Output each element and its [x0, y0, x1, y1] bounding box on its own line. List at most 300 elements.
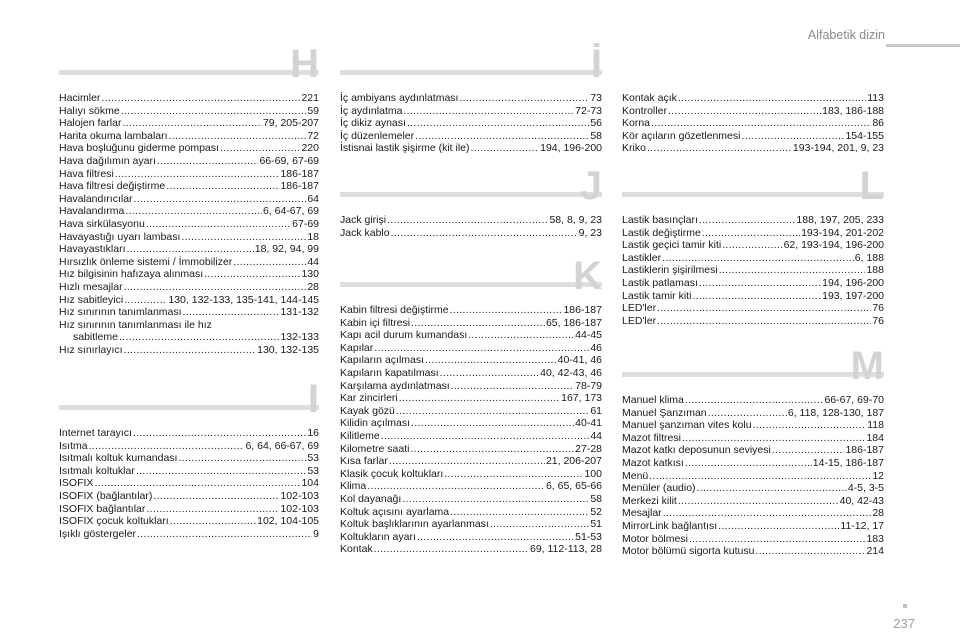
dot-leader	[411, 317, 545, 330]
index-entry[interactable]	[340, 317, 602, 330]
entry-pages: 12	[872, 469, 884, 482]
dot-leader	[166, 180, 279, 193]
entry-term: MirrorLink bağlantısı	[622, 519, 718, 532]
entry-term: Kapılar	[340, 341, 374, 354]
entry-pages: 214	[866, 545, 884, 558]
index-entry[interactable]	[59, 218, 319, 231]
section-rule	[340, 192, 602, 197]
entry-pages: 51-53	[575, 530, 602, 543]
index-entry[interactable]	[340, 543, 602, 556]
entry-term: Hız sınırının tanımlanması ile hız	[59, 318, 212, 331]
entry-term: Hava boşluğunu giderme pompası	[59, 142, 219, 155]
index-section-m	[622, 344, 884, 558]
entry-term: Korna	[622, 117, 651, 130]
entry-pages: 69, 112-113, 28	[529, 543, 602, 556]
entry-term: Havayastıkları	[59, 243, 126, 256]
dot-leader	[399, 392, 560, 405]
entry-pages: 40, 42-43	[839, 494, 884, 507]
index-entry[interactable]	[340, 518, 602, 531]
index-entry[interactable]	[59, 231, 319, 244]
entry-pages: 100	[584, 467, 602, 480]
entry-term: Kısa farlar	[340, 455, 388, 468]
dot-leader	[741, 130, 844, 143]
section-rule	[59, 405, 319, 410]
section-header	[59, 377, 319, 425]
dot-leader	[459, 92, 589, 105]
dot-leader	[692, 290, 821, 303]
section-rule	[622, 192, 884, 197]
index-entry[interactable]	[59, 130, 319, 143]
entry-list	[59, 427, 319, 540]
entry-pages: 6, 64-67, 69	[262, 205, 319, 218]
dot-leader	[181, 231, 306, 244]
entry-pages: 186-187	[280, 167, 319, 180]
entry-term: Koltukların ayarı	[340, 530, 416, 543]
entry-pages: 79, 205-207	[262, 117, 319, 130]
entry-pages: 130, 132-135	[257, 343, 319, 356]
entry-term: Hava sirkülasyonu	[59, 217, 145, 230]
entry-term: Kayak gözü	[340, 404, 395, 417]
dot-leader	[440, 367, 539, 380]
entry-term: Harita okuma lambaları	[59, 129, 168, 142]
dot-leader	[115, 168, 280, 181]
entry-term: Kontak açık	[622, 92, 677, 104]
entry-pages: 221	[301, 92, 319, 104]
entry-term: Merkezi kilit	[622, 494, 677, 507]
dot-leader	[153, 490, 279, 503]
page-marker	[903, 604, 907, 608]
entry-pages: 4-5, 3-5	[847, 482, 884, 495]
index-entry[interactable]	[340, 443, 602, 456]
entry-pages: 44	[307, 255, 319, 268]
index-entry[interactable]	[622, 130, 884, 143]
dot-leader	[697, 482, 847, 495]
entry-pages: 64	[307, 192, 319, 205]
index-entry[interactable]	[340, 430, 602, 443]
entry-pages: 28	[872, 507, 884, 520]
index-entry[interactable]	[622, 520, 884, 533]
index-entry[interactable]	[59, 180, 319, 193]
entry-term: ISOFIX	[59, 477, 94, 490]
entry-pages: 66-67, 69-70	[824, 394, 884, 406]
index-entry[interactable]	[340, 342, 602, 355]
entry-pages: 186-187	[845, 444, 884, 457]
index-entry[interactable]	[340, 417, 602, 430]
entry-pages: 6, 188	[854, 251, 884, 264]
entry-list	[622, 214, 884, 327]
entry-pages: 61	[590, 404, 602, 417]
section-rule	[622, 372, 884, 377]
index-entry[interactable]	[59, 344, 319, 357]
dot-leader	[702, 227, 800, 240]
index-entry[interactable]	[622, 92, 884, 105]
entry-term: Lastik patlaması	[622, 276, 698, 289]
index-entry[interactable]	[59, 205, 319, 218]
entry-pages: 51	[590, 518, 602, 531]
index-entry[interactable]	[340, 354, 602, 367]
dot-leader	[708, 407, 787, 420]
dot-leader	[381, 430, 590, 443]
index-entry[interactable]	[59, 294, 319, 307]
entry-term: Koltuk açısını ayarlama	[340, 505, 450, 518]
dot-leader	[396, 405, 589, 418]
entry-pages: 131-132	[280, 306, 319, 319]
page-number: 237	[893, 616, 915, 631]
index-entry[interactable]	[59, 477, 319, 490]
entry-list	[340, 214, 602, 239]
index-entry[interactable]	[622, 482, 884, 495]
entry-pages: 184	[866, 431, 884, 444]
entry-term: Işıklı göstergeler	[59, 527, 137, 540]
entry-pages: 193-194, 201-202	[801, 226, 884, 239]
index-entry[interactable]	[622, 432, 884, 445]
entry-pages: 102, 104-105	[257, 515, 319, 528]
dot-leader	[119, 331, 280, 344]
entry-term: Lastik tamir kiti	[622, 289, 692, 302]
entry-term: Lastik değiştirme	[622, 226, 701, 239]
entry-term: LED'ler	[622, 314, 657, 327]
index-entry[interactable]	[622, 239, 884, 252]
dot-leader	[122, 117, 261, 130]
entry-pages: 72-73	[575, 104, 602, 117]
index-entry[interactable]	[622, 419, 884, 432]
entry-term: Mazot filtresi	[622, 431, 681, 444]
index-entry[interactable]	[622, 227, 884, 240]
entry-term: Kriko	[622, 142, 646, 155]
dot-leader	[468, 329, 574, 342]
index-entry[interactable]	[59, 243, 319, 256]
entry-term: Manuel Şanzıman	[622, 406, 707, 419]
index-section-h	[59, 42, 319, 356]
dot-leader	[678, 92, 866, 105]
index-section-j	[340, 164, 602, 239]
entry-term: Mazot katkısı	[622, 456, 684, 469]
index-entry[interactable]	[59, 465, 319, 478]
entry-pages: 72	[307, 129, 319, 142]
index-entry[interactable]	[622, 264, 884, 277]
entry-pages: 132-133	[280, 331, 319, 344]
entry-pages: 194, 196-200	[540, 142, 602, 155]
entry-pages: 59	[307, 104, 319, 117]
index-entry[interactable]	[59, 331, 319, 344]
entry-pages: 52	[590, 505, 602, 518]
dot-leader	[719, 264, 866, 277]
index-entry[interactable]	[59, 515, 319, 528]
dot-leader	[668, 105, 821, 118]
dot-leader	[125, 205, 262, 218]
dot-leader	[651, 117, 871, 130]
dot-leader	[124, 294, 167, 307]
index-entry[interactable]	[622, 545, 884, 558]
index-entry[interactable]	[340, 468, 602, 481]
section-rule	[59, 70, 319, 75]
index-entry[interactable]	[340, 117, 602, 130]
entry-term: Kabin içi filtresi	[340, 316, 411, 329]
index-entry[interactable]	[340, 380, 602, 393]
dot-leader	[415, 130, 589, 143]
index-entry[interactable]	[622, 277, 884, 290]
entry-term: Kilometre saati	[340, 442, 410, 455]
entry-pages: 58	[590, 492, 602, 505]
entry-term: Menüler (audio)	[622, 482, 696, 495]
dot-leader	[450, 506, 589, 519]
index-entry[interactable]	[340, 130, 602, 143]
index-entry[interactable]	[59, 105, 319, 118]
entry-pages: 113	[867, 92, 884, 104]
index-entry[interactable]	[622, 142, 884, 155]
entry-term: Hava filtresi	[59, 167, 114, 180]
dot-leader	[662, 252, 854, 265]
index-entry[interactable]	[340, 455, 602, 468]
entry-term: Menü	[622, 469, 649, 482]
entry-term: Lastik geçici tamir kiti	[622, 239, 722, 252]
index-entry[interactable]	[59, 427, 319, 440]
entry-term: Mesajlar	[622, 507, 662, 520]
entry-term: Manuel klima	[622, 394, 684, 406]
index-entry[interactable]	[340, 142, 602, 155]
dot-leader	[410, 443, 574, 456]
entry-term: İstisnai lastik şişirme (kit ile)	[340, 142, 470, 155]
entry-term: Kilitleme	[340, 429, 380, 442]
entry-term: Kar zincirleri	[340, 392, 398, 405]
section-header	[340, 42, 602, 90]
section-rule	[340, 70, 602, 75]
entry-pages: 18	[307, 230, 319, 243]
entry-term: Karşılama aydınlatması	[340, 379, 450, 392]
index-entry[interactable]	[59, 193, 319, 206]
index-entry[interactable]	[59, 490, 319, 503]
entry-pages: 66-69, 67-69	[259, 154, 319, 167]
entry-term: Kapıların kapatılması	[340, 366, 439, 379]
section-header	[340, 254, 602, 302]
index-entry[interactable]	[59, 268, 319, 281]
entry-term: Lastiklerin şişirilmesi	[622, 264, 718, 277]
section-letter: J	[579, 164, 602, 208]
section-letter: K	[573, 254, 602, 298]
dot-leader	[411, 417, 574, 430]
dot-leader	[689, 533, 866, 546]
index-entry[interactable]	[59, 440, 319, 453]
dot-leader	[133, 427, 306, 440]
dot-leader	[678, 495, 839, 508]
entry-term: Hırsızlık önleme sistemi / İmmobilizer	[59, 255, 233, 268]
dot-leader	[157, 155, 259, 168]
entry-term: Hızlı mesajlar	[59, 280, 123, 293]
index-entry[interactable]	[622, 470, 884, 483]
entry-term: Hız sabitleyici	[59, 293, 124, 306]
entry-pages: 27-28	[575, 442, 602, 455]
dot-leader	[183, 306, 280, 319]
dot-leader	[772, 444, 845, 457]
entry-pages: 104	[301, 477, 319, 490]
index-entry[interactable]	[340, 227, 602, 240]
entry-term: İç dikiz aynası	[340, 117, 406, 130]
dot-leader	[101, 92, 300, 105]
index-entry[interactable]	[340, 531, 602, 544]
index-entry[interactable]	[59, 503, 319, 516]
index-entry[interactable]	[340, 105, 602, 118]
entry-pages: 6, 64, 66-67, 69	[245, 439, 319, 452]
entry-list	[59, 92, 319, 356]
entry-pages: 183, 186-188	[822, 104, 884, 117]
dot-leader	[451, 380, 574, 393]
entry-term: Motor bölmesi	[622, 532, 688, 545]
entry-pages: 40-41, 46	[557, 354, 602, 367]
dot-leader	[649, 470, 871, 483]
index-entry[interactable]	[59, 168, 319, 181]
entry-term: Isıtmalı koltuk kumandası	[59, 452, 178, 465]
entry-term: Halıyı sökme	[59, 104, 120, 117]
index-entry[interactable]	[59, 142, 319, 155]
index-entry[interactable]	[622, 252, 884, 265]
entry-pages: 76	[872, 302, 884, 315]
entry-pages: 58, 8, 9, 23	[549, 214, 602, 226]
entry-term: Motor bölümü sigorta kutusu	[622, 545, 755, 558]
index-entry[interactable]	[622, 495, 884, 508]
section-header	[59, 42, 319, 90]
dot-leader	[389, 455, 545, 468]
dot-leader	[471, 142, 540, 155]
index-entry[interactable]	[59, 281, 319, 294]
dot-leader	[146, 218, 291, 231]
dot-leader	[755, 545, 865, 558]
index-entry[interactable]	[59, 319, 319, 332]
dot-leader	[753, 419, 867, 432]
entry-term: Isıtmalı koltuklar	[59, 464, 135, 477]
index-entry[interactable]	[622, 302, 884, 315]
index-entry[interactable]	[622, 457, 884, 470]
entry-term: Kabin filtresi değiştirme	[340, 304, 449, 316]
index-entry[interactable]	[59, 306, 319, 319]
dot-leader	[374, 543, 529, 556]
section-header	[340, 164, 602, 212]
dot-leader	[682, 432, 866, 445]
entry-pages: 9	[313, 527, 319, 540]
entry-pages: 102-103	[280, 489, 319, 502]
index-entry[interactable]	[59, 117, 319, 130]
dot-leader	[407, 117, 589, 130]
index-entry[interactable]	[622, 407, 884, 420]
entry-list	[340, 304, 602, 556]
dot-leader	[425, 354, 557, 367]
index-entry[interactable]	[340, 506, 602, 519]
index-entry[interactable]	[340, 405, 602, 418]
dot-leader	[685, 394, 824, 407]
index-entry[interactable]	[622, 444, 884, 457]
dot-leader	[657, 315, 871, 328]
entry-term: Havayastığı uyarı lambası	[59, 230, 181, 243]
dot-leader	[121, 105, 307, 118]
dot-leader	[699, 277, 821, 290]
index-entry[interactable]	[340, 367, 602, 380]
section-letter: M	[850, 344, 884, 388]
entry-pages: 188, 197, 205, 233	[796, 214, 884, 226]
entry-term: ISOFIX bağlantılar	[59, 502, 146, 515]
entry-term: Jack girişi	[340, 214, 387, 226]
index-entry[interactable]	[622, 507, 884, 520]
dot-leader	[663, 507, 872, 520]
entry-pages: 44	[590, 429, 602, 442]
entry-term: Kol dayanağı	[340, 492, 402, 505]
index-entry[interactable]	[340, 493, 602, 506]
index-entry[interactable]	[622, 315, 884, 328]
index-entry[interactable]	[59, 452, 319, 465]
entry-pages: 154-155	[845, 129, 884, 142]
entry-term: ISOFIX çocuk koltukları	[59, 515, 169, 528]
header-title: Alfabetik dizin	[807, 28, 885, 42]
dot-leader	[124, 281, 307, 294]
dot-leader	[718, 520, 839, 533]
index-entry[interactable]	[340, 392, 602, 405]
entry-pages: 102-103	[280, 502, 319, 515]
index-entry[interactable]	[622, 105, 884, 118]
entry-pages: 40, 42-43, 46	[540, 366, 602, 379]
dot-leader	[444, 468, 583, 481]
index-entry[interactable]	[340, 214, 602, 227]
index-entry[interactable]	[340, 329, 602, 342]
entry-pages: 40-41	[575, 417, 602, 430]
entry-pages: 58	[590, 129, 602, 142]
entry-term: Mazot katkı deposunun seviyesi	[622, 444, 771, 457]
entry-term: Kapıların açılması	[340, 354, 425, 367]
index-section-i	[59, 377, 319, 540]
index-entry[interactable]	[622, 214, 884, 227]
index-entry[interactable]	[59, 528, 319, 541]
entry-term: Jack kablo	[340, 226, 390, 239]
entry-term: sabitleme	[73, 331, 118, 344]
dot-leader	[137, 528, 312, 541]
entry-list	[340, 92, 602, 155]
entry-term: Hacimler	[59, 92, 101, 104]
entry-pages: 6, 65, 65-66	[545, 480, 602, 493]
entry-term: Hız sınırının tanımlanması	[59, 306, 182, 319]
index-entry[interactable]	[59, 92, 319, 105]
index-entry[interactable]	[340, 480, 602, 493]
entry-term: ISOFIX (bağlantılar)	[59, 489, 153, 502]
index-entry[interactable]	[622, 533, 884, 546]
entry-term: İç aydınlatma	[340, 104, 403, 117]
dot-leader	[403, 105, 574, 118]
index-entry[interactable]	[340, 92, 602, 105]
dot-leader	[391, 227, 578, 240]
entry-term: İç düzenlemeler	[340, 129, 415, 142]
dot-leader	[647, 142, 792, 155]
index-entry[interactable]	[622, 117, 884, 130]
entry-pages: 220	[301, 142, 319, 155]
entry-pages: 11-12, 17	[840, 519, 884, 532]
section-header	[622, 344, 884, 392]
dot-leader	[134, 193, 307, 206]
entry-term: Manuel şanzıman vites kolu	[622, 419, 752, 432]
entry-term: Havalandırıcılar	[59, 192, 133, 205]
index-entry[interactable]	[622, 290, 884, 303]
entry-term: Kontroller	[622, 104, 667, 117]
entry-term: Hava dağılımın ayarı	[59, 154, 156, 167]
index-entry[interactable]	[622, 394, 884, 407]
index-entry[interactable]	[59, 155, 319, 168]
entry-pages: 86	[872, 117, 884, 130]
entry-term: Hız sınırlayıcı	[59, 343, 123, 356]
entry-pages: 130, 132-133, 135-141, 144-145	[168, 293, 319, 306]
index-entry[interactable]	[340, 304, 602, 317]
dot-leader	[94, 477, 300, 490]
entry-term: Halojen farlar	[59, 117, 122, 130]
entry-list	[622, 92, 884, 155]
index-entry[interactable]	[59, 256, 319, 269]
entry-term: Hava filtresi değiştirme	[59, 180, 166, 193]
entry-pages: 46	[590, 341, 602, 354]
entry-pages: 14-15, 186-187	[812, 456, 884, 469]
